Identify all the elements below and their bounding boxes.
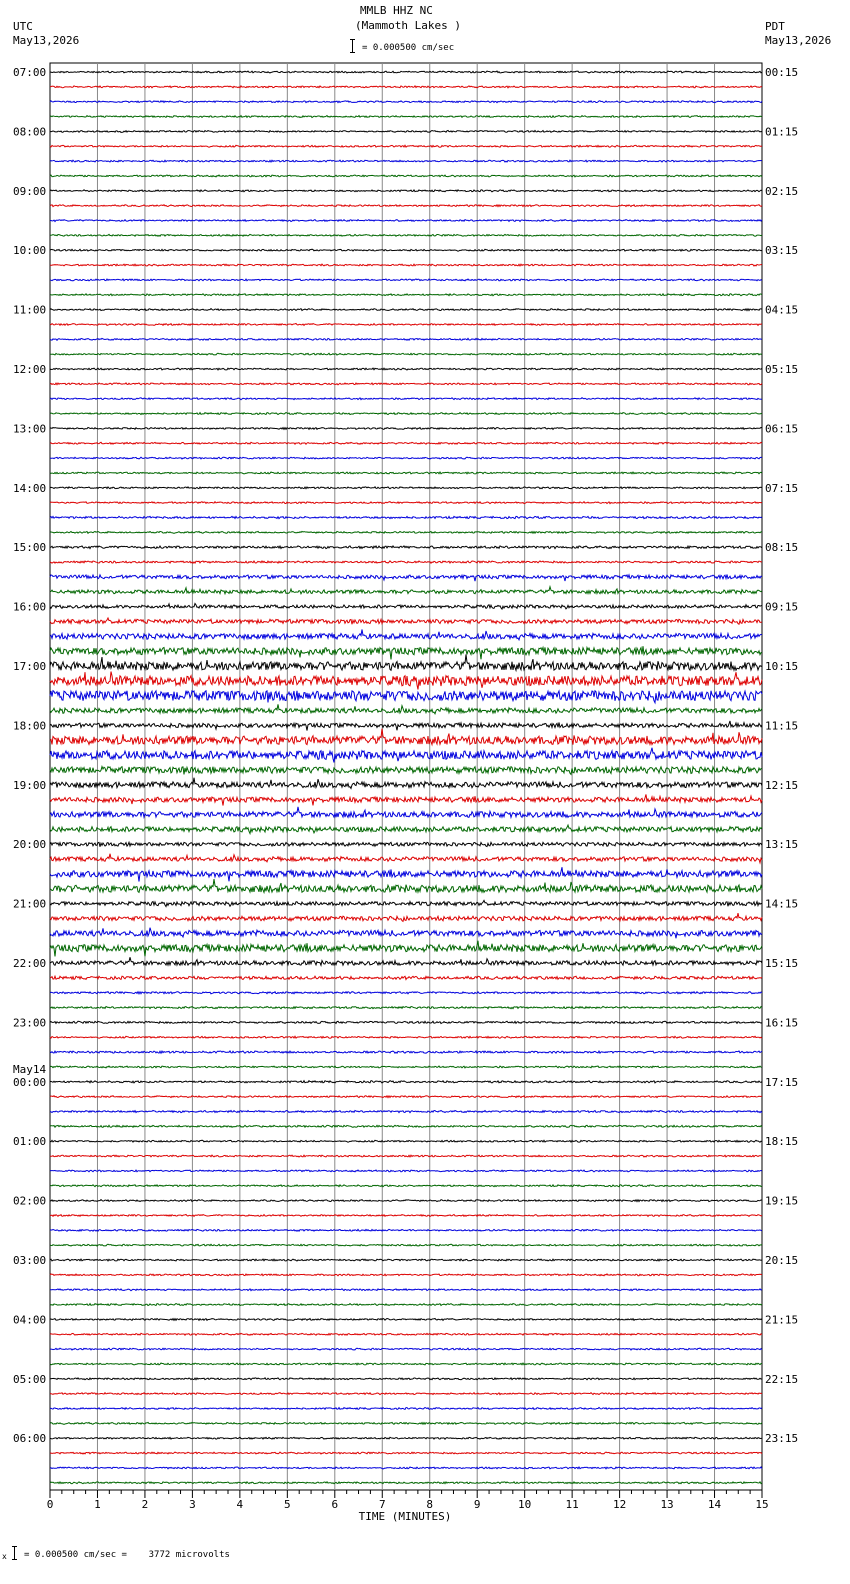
trace-line — [50, 294, 762, 296]
scale-text: = 0.000500 cm/sec — [362, 43, 455, 53]
left-timezone: UTC — [13, 20, 33, 33]
utc-hour-label: 21:00 — [13, 897, 47, 911]
pdt-hour-label: 09:15 — [765, 600, 799, 614]
trace-line — [50, 992, 762, 994]
utc-hour-label: 05:00 — [13, 1372, 47, 1386]
trace-line — [50, 618, 762, 624]
trace-line — [50, 220, 762, 222]
utc-hour-label: 02:00 — [13, 1194, 47, 1208]
trace-line — [50, 1036, 762, 1038]
trace-line — [50, 1393, 762, 1395]
trace-line — [50, 630, 762, 640]
plot-frame — [50, 63, 762, 1490]
trace-line — [50, 264, 762, 266]
utc-hour-label: 04:00 — [13, 1313, 47, 1327]
trace-line — [50, 957, 762, 965]
trace-line — [50, 1006, 762, 1008]
utc-hour-label: 19:00 — [13, 778, 47, 792]
x-tick-label: 4 — [236, 1498, 244, 1511]
traces — [50, 71, 762, 1484]
utc-hour-label: 10:00 — [13, 244, 47, 258]
pdt-hour-label: 08:15 — [765, 541, 799, 555]
trace-line — [50, 1348, 762, 1350]
trace-line — [50, 1319, 762, 1321]
x-tick-label: 0 — [46, 1498, 54, 1511]
trace-line — [50, 1066, 762, 1068]
trace-line — [50, 913, 762, 921]
station-location: (Mammoth Lakes ) — [355, 19, 461, 32]
trace-line — [50, 160, 762, 162]
pdt-hour-label: 10:15 — [765, 660, 799, 673]
x-tick-label: 6 — [331, 1498, 339, 1511]
trace-line — [50, 691, 762, 703]
x-tick-label: 3 — [189, 1498, 196, 1511]
trace-line — [50, 1408, 762, 1410]
utc-hour-label: 03:00 — [13, 1254, 47, 1267]
utc-hour-label: 12:00 — [13, 363, 47, 376]
trace-line — [50, 1467, 762, 1469]
trace-line — [50, 1110, 762, 1112]
station-title: MMLB HHZ NC — [360, 4, 433, 17]
trace-line — [50, 1229, 762, 1231]
x-tick-label: 14 — [707, 1498, 722, 1511]
trace-line — [50, 561, 762, 563]
x-tick-label: 1 — [94, 1498, 101, 1511]
date-change-label: May14 — [13, 1062, 47, 1076]
x-tick-label: 7 — [378, 1498, 386, 1511]
trace-line — [50, 867, 762, 881]
trace-line — [50, 86, 762, 88]
trace-line — [50, 131, 762, 133]
trace-line — [50, 646, 762, 659]
utc-hour-label: 01:00 — [13, 1135, 47, 1149]
trace-line — [50, 928, 762, 939]
trace-line — [50, 842, 762, 847]
trace-line — [50, 1363, 762, 1365]
trace-line — [50, 457, 762, 459]
trace-line — [50, 531, 762, 533]
trace-line — [50, 1333, 762, 1335]
utc-hour-label: 08:00 — [13, 125, 47, 139]
utc-hour-label: 11:00 — [13, 303, 47, 317]
trace-line — [50, 748, 762, 763]
trace-line — [50, 1081, 762, 1083]
footer-scale-text: = 0.000500 cm/sec = 3772 microvolts — [24, 1550, 230, 1560]
trace-line — [50, 1274, 762, 1276]
x-tick-label: 8 — [426, 1498, 434, 1511]
trace-line — [50, 575, 762, 582]
trace-line — [50, 587, 762, 594]
x-tick-label: 9 — [473, 1498, 481, 1511]
trace-line — [50, 1096, 762, 1098]
right-timezone: PDT — [765, 20, 785, 33]
pdt-hour-label: 03:15 — [765, 244, 799, 258]
pdt-hour-label: 18:15 — [765, 1135, 799, 1149]
trace-line — [50, 854, 762, 863]
pdt-hour-label: 06:15 — [765, 422, 799, 436]
trace-line — [50, 368, 762, 370]
trace-line — [50, 976, 762, 979]
trace-line — [50, 1021, 762, 1023]
trace-line — [50, 338, 762, 340]
pdt-hour-label: 04:15 — [765, 303, 799, 317]
time-axis — [47, 1490, 769, 1511]
trace-line — [50, 398, 762, 400]
utc-hour-label: 15:00 — [13, 541, 47, 555]
x-axis-label: TIME (MINUTES) — [358, 1510, 452, 1523]
trace-line — [50, 383, 762, 385]
pdt-hour-label: 17:15 — [765, 1075, 799, 1089]
trace-line — [50, 413, 762, 415]
trace-line — [50, 428, 762, 430]
x-tick-label: 5 — [284, 1498, 291, 1511]
trace-line — [50, 1482, 762, 1484]
right-date: May13,2026 — [765, 34, 832, 47]
trace-line — [50, 1259, 762, 1261]
trace-line — [50, 704, 762, 714]
trace-line — [50, 353, 762, 355]
pdt-hour-label: 23:15 — [765, 1432, 799, 1446]
trace-line — [50, 1185, 762, 1187]
trace-line — [50, 1051, 762, 1053]
trace-line — [50, 941, 762, 957]
pdt-hour-label: 07:15 — [765, 481, 799, 495]
trace-line — [50, 309, 762, 311]
trace-line — [50, 654, 762, 670]
trace-line — [50, 145, 762, 147]
utc-hour-label: 20:00 — [13, 838, 47, 852]
utc-hour-label: 07:00 — [13, 66, 47, 79]
trace-line — [50, 487, 762, 489]
trace-line — [50, 205, 762, 207]
utc-hour-label: 17:00 — [13, 660, 47, 673]
footer-marker: x — [2, 1552, 7, 1561]
left-date: May13,2026 — [13, 34, 80, 47]
trace-line — [50, 71, 762, 73]
x-tick-label: 11 — [565, 1498, 579, 1511]
trace-line — [50, 279, 762, 281]
trace-line — [50, 101, 762, 103]
trace-line — [50, 721, 762, 731]
grid-lines — [50, 63, 762, 1490]
trace-line — [50, 234, 762, 236]
pdt-hour-label: 11:15 — [765, 719, 799, 733]
trace-line — [50, 767, 762, 775]
trace-line — [50, 190, 762, 192]
trace-line — [50, 1200, 762, 1202]
trace-line — [50, 1304, 762, 1306]
pdt-hour-label: 13:15 — [765, 838, 799, 852]
trace-line — [50, 1452, 762, 1454]
pdt-hour-label: 01:15 — [765, 125, 799, 139]
footer-scale-bar-icon — [14, 1546, 20, 1560]
trace-line — [50, 175, 762, 177]
trace-line — [50, 502, 762, 504]
pdt-hour-label: 20:15 — [765, 1254, 799, 1267]
x-tick-label: 12 — [612, 1498, 627, 1511]
trace-line — [50, 1289, 762, 1291]
utc-hour-label: 14:00 — [13, 481, 47, 495]
trace-line — [50, 1125, 762, 1127]
x-tick-label: 13 — [660, 1498, 674, 1511]
x-tick-label: 15 — [755, 1498, 769, 1511]
pdt-hour-label: 21:15 — [765, 1313, 799, 1327]
trace-line — [50, 604, 762, 610]
trace-line — [50, 1437, 762, 1439]
trace-line — [50, 116, 762, 118]
trace-line — [50, 1170, 762, 1172]
utc-hour-label: 16:00 — [13, 600, 47, 614]
utc-hour-label: 18:00 — [13, 719, 47, 733]
pdt-hour-label: 16:15 — [765, 1016, 799, 1030]
utc-hour-label: 06:00 — [13, 1432, 47, 1446]
trace-line — [50, 1378, 762, 1380]
trace-line — [50, 472, 762, 474]
utc-hour-label: 23:00 — [13, 1016, 47, 1030]
pdt-hour-label: 14:15 — [765, 897, 799, 911]
trace-line — [50, 324, 762, 326]
trace-line — [50, 1422, 762, 1424]
pdt-hour-label: 00:15 — [765, 66, 799, 79]
trace-line — [50, 1244, 762, 1246]
pdt-hour-label: 05:15 — [765, 363, 799, 376]
pdt-hour-label: 22:15 — [765, 1372, 799, 1386]
trace-line — [50, 1215, 762, 1217]
pdt-hour-label: 19:15 — [765, 1194, 799, 1208]
utc-hour-label: 09:00 — [13, 184, 47, 198]
pdt-hour-label: 15:15 — [765, 957, 799, 970]
pdt-hour-label: 12:15 — [765, 778, 799, 792]
trace-line — [50, 546, 762, 549]
utc-hour-label: 13:00 — [13, 422, 47, 436]
trace-line — [50, 516, 762, 518]
trace-line — [50, 825, 762, 833]
trace-line — [50, 879, 762, 892]
trace-line — [50, 1140, 762, 1142]
trace-line — [50, 729, 762, 745]
trace-line — [50, 442, 762, 444]
trace-line — [50, 794, 762, 805]
trace-line — [50, 249, 762, 251]
trace-line — [50, 1155, 762, 1157]
utc-hour-label: 00:00 — [13, 1075, 47, 1089]
trace-line — [50, 672, 762, 690]
trace-line — [50, 807, 762, 818]
utc-hour-label: 22:00 — [13, 957, 47, 970]
pdt-hour-label: 02:15 — [765, 184, 799, 198]
x-tick-label: 2 — [141, 1498, 149, 1511]
x-tick-label: 10 — [518, 1498, 532, 1511]
trace-line — [50, 778, 762, 789]
trace-line — [50, 900, 762, 906]
